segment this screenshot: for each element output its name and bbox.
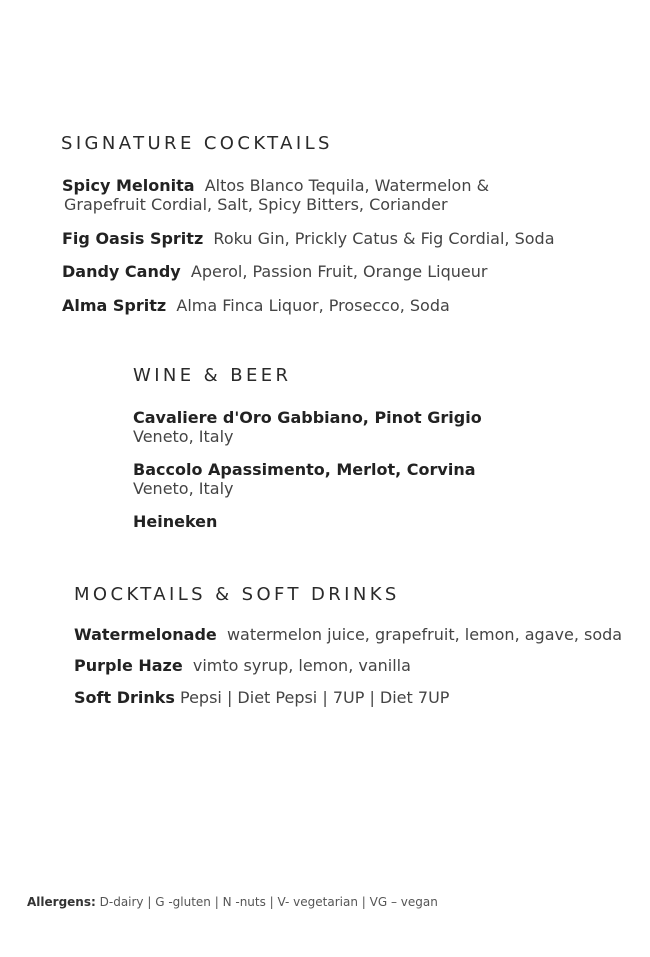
item-description: Pepsi | Diet Pepsi | 7UP | Diet 7UP bbox=[180, 688, 450, 707]
item-name: Dandy Candy bbox=[62, 262, 181, 281]
item-name: Fig Oasis Spritz bbox=[62, 229, 204, 248]
item-name: Heineken bbox=[133, 512, 218, 531]
menu-item-soft-drinks bbox=[74, 688, 449, 707]
item-description: vimto syrup, lemon, vanilla bbox=[192, 656, 411, 675]
item-description: Altos Blanco Tequila, Watermelon & bbox=[204, 176, 490, 195]
menu-item-fig-oasis-spritz bbox=[62, 229, 555, 248]
allergens-text: D-dairy | G -gluten | N -nuts | V- vegetarian | VG – vegan bbox=[99, 895, 438, 909]
item-description: watermelon juice, grapefruit, lemon, agave, soda bbox=[226, 625, 623, 644]
item-origin: Veneto, Italy bbox=[133, 479, 234, 498]
menu-item-alma-spritz bbox=[62, 296, 450, 315]
menu-item-spicy-melonita bbox=[62, 176, 489, 214]
menu-item-pinot-grigio bbox=[133, 408, 482, 446]
item-description: Alma Finca Liquor, Prosecco, Soda bbox=[176, 296, 450, 315]
menu-item-dandy-candy bbox=[62, 262, 487, 281]
menu-item-heineken bbox=[133, 512, 217, 531]
item-name: Baccolo Apassimento, Merlot, Corvina bbox=[133, 460, 476, 479]
item-description: Aperol, Passion Fruit, Orange Liqueur bbox=[190, 262, 488, 281]
item-name: Purple Haze bbox=[74, 656, 183, 675]
item-name: Soft Drinks bbox=[74, 688, 175, 707]
item-description: Roku Gin, Prickly Catus & Fig Cordial, Soda bbox=[213, 229, 555, 248]
menu-item-purple-haze bbox=[74, 656, 411, 675]
item-name: Watermelonade bbox=[74, 625, 217, 644]
item-origin: Veneto, Italy bbox=[133, 427, 234, 446]
item-description-cont: Grapefruit Cordial, Salt, Spicy Bitters, Coriander bbox=[64, 195, 448, 214]
wine-beer-heading: WINE & BEER bbox=[133, 365, 292, 386]
item-name: Alma Spritz bbox=[62, 296, 167, 315]
item-name: Spicy Melonita bbox=[62, 176, 195, 195]
menu-item-merlot-corvina bbox=[133, 460, 476, 498]
menu-item-watermelonade bbox=[74, 625, 622, 644]
signature-cocktails-heading: SIGNATURE COCKTAILS bbox=[61, 133, 333, 154]
allergens-label: Allergens: bbox=[27, 895, 96, 909]
allergens-note bbox=[27, 895, 438, 909]
mocktails-heading: MOCKTAILS & SOFT DRINKS bbox=[74, 584, 400, 605]
item-name: Cavaliere d'Oro Gabbiano, Pinot Grigio bbox=[133, 408, 482, 427]
